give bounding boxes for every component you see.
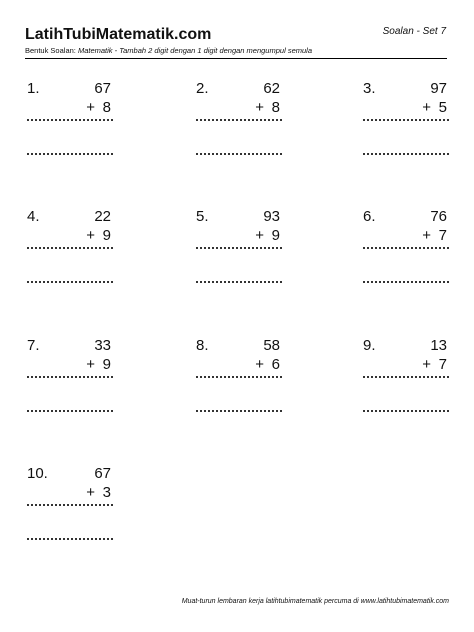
problem-number: 6. [363, 208, 376, 225]
answer-line [27, 281, 113, 283]
answer-line [363, 153, 449, 155]
sum-line [196, 247, 282, 249]
plus-sign: + [86, 356, 95, 373]
sum-line [196, 119, 282, 121]
sum-line [196, 376, 282, 378]
first-addend: 13 [430, 337, 447, 354]
subtitle [25, 46, 312, 55]
subtitle-description: Matematik - Tambah 2 digit dengan 1 digit dengan mengumpul semula [77, 46, 312, 55]
problem-9 [363, 337, 453, 417]
sum-line [27, 119, 113, 121]
problem-number: 1. [27, 80, 40, 97]
plus-sign: + [255, 356, 264, 373]
second-addend: 8 [271, 99, 280, 116]
problem-number: 4. [27, 208, 40, 225]
problem-number: 10. [27, 465, 48, 482]
answer-line [27, 538, 113, 540]
first-addend: 67 [94, 465, 111, 482]
answer-line [196, 281, 282, 283]
problem-4 [27, 208, 117, 288]
second-addend: 7 [438, 356, 447, 373]
sum-line [27, 504, 113, 506]
first-addend: 62 [263, 80, 280, 97]
problem-3 [363, 80, 453, 160]
plus-sign: + [86, 99, 95, 116]
problem-8 [196, 337, 286, 417]
problem-number: 2. [196, 80, 209, 97]
plus-sign: + [255, 99, 264, 116]
first-addend: 93 [263, 208, 280, 225]
second-addend: 5 [438, 99, 447, 116]
second-addend: 3 [102, 484, 111, 501]
answer-line [363, 281, 449, 283]
second-addend: 9 [102, 227, 111, 244]
problem-7 [27, 337, 117, 417]
first-addend: 76 [430, 208, 447, 225]
second-addend: 9 [271, 227, 280, 244]
site-title: LatihTubiMatematik.com [25, 26, 212, 43]
sum-line [363, 119, 449, 121]
problem-number: 5. [196, 208, 209, 225]
problem-2 [196, 80, 286, 160]
sum-line [27, 247, 113, 249]
answer-line [196, 410, 282, 412]
sum-line [27, 376, 113, 378]
problem-5 [196, 208, 286, 288]
problem-6 [363, 208, 453, 288]
first-addend: 22 [94, 208, 111, 225]
first-addend: 33 [94, 337, 111, 354]
plus-sign: + [86, 227, 95, 244]
plus-sign: + [255, 227, 264, 244]
problem-number: 3. [363, 80, 376, 97]
plus-sign: + [422, 356, 431, 373]
second-addend: 7 [438, 227, 447, 244]
first-addend: 67 [94, 80, 111, 97]
plus-sign: + [86, 484, 95, 501]
footer-note: Muat-turun lembaran kerja latihtubimatematik percuma di www.latihtubimatematik.com [181, 598, 449, 605]
sum-line [363, 376, 449, 378]
subtitle-prefix: Bentuk Soalan: [25, 46, 78, 55]
first-addend: 58 [263, 337, 280, 354]
set-label: Soalan - Set 7 [382, 26, 446, 37]
problem-number: 9. [363, 337, 376, 354]
plus-sign: + [422, 227, 431, 244]
second-addend: 6 [271, 356, 280, 373]
second-addend: 9 [102, 356, 111, 373]
answer-line [27, 153, 113, 155]
plus-sign: + [422, 99, 431, 116]
answer-line [196, 153, 282, 155]
answer-line [363, 410, 449, 412]
answer-line [27, 410, 113, 412]
header-rule [25, 58, 447, 59]
problem-10 [27, 465, 117, 545]
second-addend: 8 [102, 99, 111, 116]
first-addend: 97 [430, 80, 447, 97]
problem-number: 8. [196, 337, 209, 354]
problem-number: 7. [27, 337, 40, 354]
sum-line [363, 247, 449, 249]
problem-1 [27, 80, 117, 160]
